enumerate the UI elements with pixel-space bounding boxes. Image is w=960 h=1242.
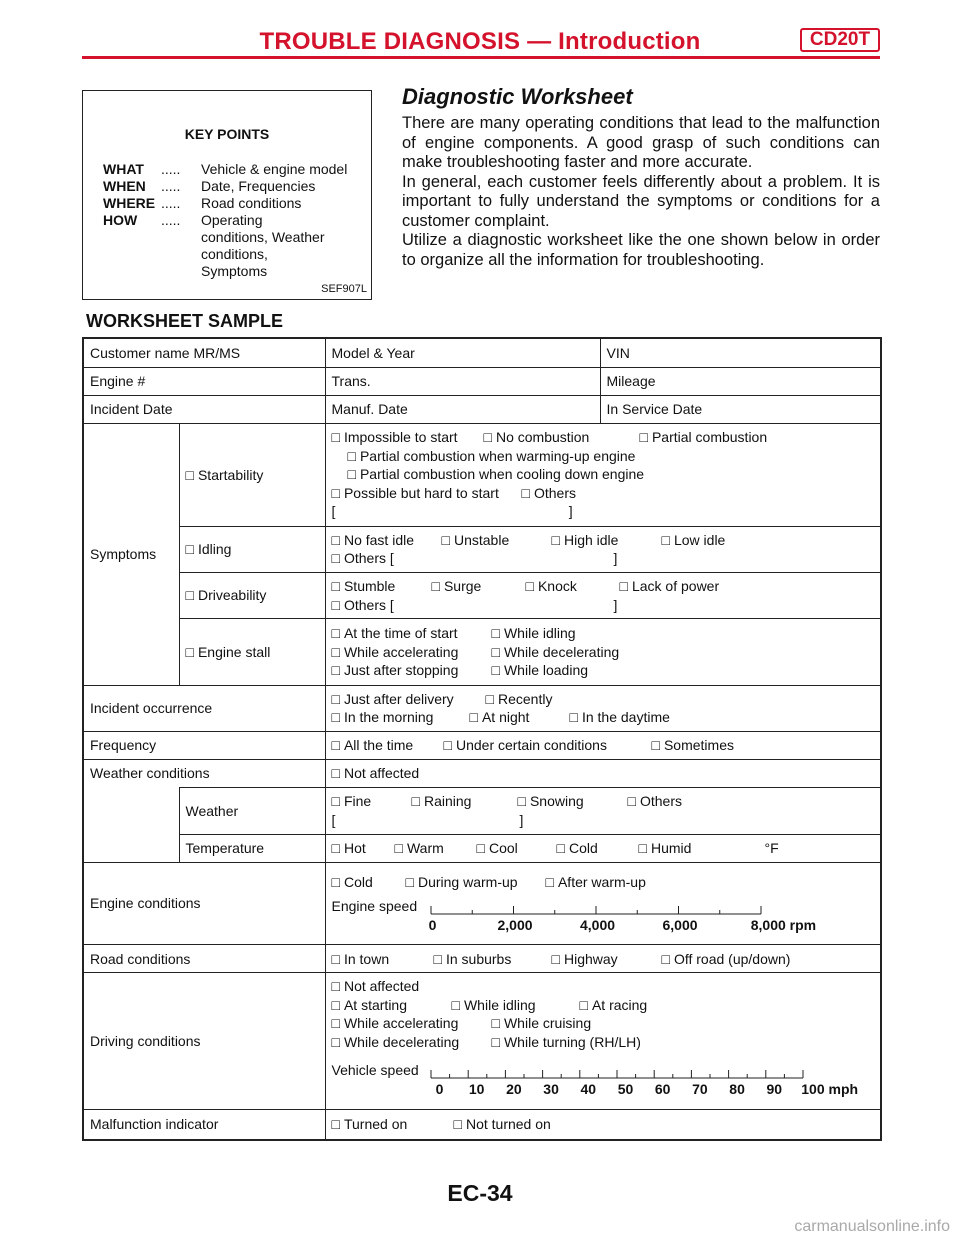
checkbox-option[interactable]: □ At starting: [332, 996, 452, 1015]
worksheet-title: WORKSHEET SAMPLE: [86, 311, 284, 331]
checkbox-option[interactable]: □ Fine: [332, 792, 412, 811]
checkbox-option[interactable]: □ At night: [470, 708, 570, 727]
checkbox-option[interactable]: □ In the daytime: [570, 708, 670, 727]
key-point-dots: .....: [161, 195, 181, 211]
table-row: [83, 424, 881, 527]
ruler-tick-label: 6,000: [662, 916, 698, 933]
checkbox-icon: [186, 587, 198, 603]
checkbox-option[interactable]: □ Partial combustion when cooling down engine: [348, 465, 645, 484]
table-row: [83, 367, 881, 395]
checkbox-option[interactable]: □ Highway: [552, 950, 662, 969]
key-point-dots: .....: [161, 161, 181, 177]
table-row: [83, 395, 881, 423]
checkbox-option[interactable]: □ Warm: [395, 839, 477, 858]
mileage-cell[interactable]: Mileage: [600, 367, 881, 395]
vehicle-speed-scale: [332, 1061, 875, 1080]
checkbox-option[interactable]: □ At the time of start: [332, 624, 492, 643]
checkbox-icon: [186, 541, 198, 557]
checkbox-option[interactable]: □ Unstable: [442, 531, 552, 550]
frequency-label: Frequency: [83, 731, 325, 759]
worksheet-table: [82, 337, 882, 1141]
checkbox-option[interactable]: □ Cool: [477, 839, 557, 858]
weather-conditions-label: Weather conditions: [83, 760, 325, 788]
checkbox-option[interactable]: □ Others: [628, 792, 682, 811]
checkbox-option[interactable]: □ Cold: [557, 839, 639, 858]
watermark: carmanualsonline.info: [794, 1218, 950, 1235]
driving-conditions-label: Driving conditions: [83, 973, 325, 1110]
table-row: [83, 619, 881, 685]
option-line: [332, 624, 875, 643]
option-line: [332, 690, 875, 709]
key-point-row: [103, 212, 363, 280]
table-row: [83, 731, 881, 759]
ruler-tick-label: 20: [506, 1080, 522, 1097]
ruler-tick-label: 4,000: [579, 916, 616, 933]
table-row: [83, 760, 881, 788]
temperature-options: [325, 834, 881, 862]
checkbox-option[interactable]: □ While turning (RH/LH): [492, 1033, 641, 1052]
table-row: [83, 834, 881, 862]
option-line: [332, 950, 875, 969]
checkbox-option[interactable]: □ While idling: [492, 624, 576, 643]
driveability-label[interactable]: □ Driveability: [179, 572, 325, 618]
frequency-options: [325, 731, 881, 759]
table-row: [83, 526, 881, 572]
checkbox-option[interactable]: □ Surge: [432, 577, 526, 596]
startability-options: [325, 424, 881, 527]
checkbox-option[interactable]: □ While idling: [452, 996, 580, 1015]
ruler-tick-label: 80: [729, 1080, 745, 1097]
checkbox-option[interactable]: □ After warm-up: [546, 873, 646, 892]
rpm-ruler-icon: [425, 902, 765, 916]
ruler-tick-label: 2,000: [497, 916, 533, 933]
option-line: [332, 839, 875, 858]
checkbox-option[interactable]: □ Partial combustion: [640, 428, 768, 447]
engine-speed-scale: [332, 897, 875, 916]
ruler-tick-label: 10: [468, 1080, 485, 1097]
driveability-options: [325, 572, 881, 618]
checkbox-option[interactable]: □ Cold: [332, 873, 406, 892]
ruler-tick-label: 50: [617, 1080, 634, 1097]
option-line: [332, 428, 875, 447]
checkbox-option[interactable]: □ No combustion: [484, 428, 640, 447]
option-line: [332, 1014, 875, 1033]
trans-cell[interactable]: Trans.: [325, 367, 600, 395]
engine-code-badge: CD20T: [800, 28, 880, 52]
incident-occurrence-options: [325, 685, 881, 731]
option-line: [332, 1033, 875, 1052]
key-point-key: HOW: [103, 212, 138, 228]
checkbox-option[interactable]: □ Recently: [486, 690, 553, 709]
key-points-list: [103, 161, 363, 280]
page-header-title: TROUBLE DIAGNOSIS — Introduction: [259, 28, 701, 55]
weather-conditions-options: [325, 760, 881, 788]
option-line: [332, 764, 875, 783]
intro-paragraph: There are many operating conditions that lead to the malfunction of engine components. A good grasp of such conditions can make troubleshooting faster and more accurate.: [402, 114, 880, 171]
manuf-date-cell[interactable]: Manuf. Date: [325, 395, 600, 423]
in-service-date-cell[interactable]: In Service Date: [600, 395, 881, 423]
malfunction-indicator-options: [325, 1110, 881, 1140]
ruler-tick-label: 8,000 rpm: [750, 916, 817, 933]
option-line: [332, 996, 875, 1015]
model-year-cell[interactable]: Model & Year: [325, 338, 600, 367]
intro-paragraph: In general, each customer feels differently about a problem. It is important to fully understand the symptoms or conditions for a customer complaint.: [402, 172, 880, 230]
option-line: [332, 811, 875, 830]
checkbox-option[interactable]: □ During warm-up: [406, 873, 546, 892]
key-point-value: Vehicle & engine model: [201, 161, 348, 177]
checkbox-option[interactable]: □ Just after stopping: [332, 661, 492, 680]
checkbox-option[interactable]: □ In the morning: [332, 708, 470, 727]
checkbox-option[interactable]: □ While loading: [492, 661, 589, 680]
driving-conditions-options: [325, 973, 881, 1110]
checkbox-option[interactable]: □ While cruising: [492, 1014, 592, 1033]
checkbox-option[interactable]: □ Just after delivery: [332, 690, 486, 709]
bracket-close: ]: [519, 811, 524, 828]
checkbox-option[interactable]: □ Sometimes: [652, 736, 735, 755]
checkbox-option[interactable]: □ Impossible to start: [332, 428, 484, 447]
engine-stall-label[interactable]: □ Engine stall: [179, 619, 325, 685]
checkbox-option[interactable]: □ Stumble: [332, 577, 432, 596]
checkbox-option[interactable]: □ Raining: [412, 792, 518, 811]
option-line: [332, 465, 875, 484]
road-conditions-label: Road conditions: [83, 945, 325, 973]
checkbox-icon: [186, 644, 198, 660]
checkbox-option[interactable]: □ High idle: [552, 531, 662, 550]
checkbox-icon: [186, 467, 198, 483]
key-point-value: Date, Frequencies: [201, 178, 316, 194]
intro-paragraph: Utilize a diagnostic worksheet like the one shown below in order to organize all the information for troubleshooting.: [402, 231, 880, 269]
engine-stall-options: [325, 619, 881, 685]
bracket-close: ]: [613, 550, 618, 567]
key-points-figure: [82, 90, 372, 300]
key-point-key: WHEN: [103, 178, 146, 194]
temperature-label: Temperature: [179, 834, 325, 862]
mph-scale-labels: [332, 1080, 875, 1098]
key-point-row: [103, 195, 363, 212]
checkbox-option[interactable]: □ Not affected: [332, 977, 420, 996]
key-point-row: [103, 178, 363, 195]
checkbox-option[interactable]: □ Not affected: [332, 764, 420, 783]
checkbox-option[interactable]: □ All the time: [332, 736, 444, 755]
table-row: [83, 862, 881, 945]
checkbox-option[interactable]: □ Knock: [526, 577, 620, 596]
page-number: EC-34: [447, 1180, 513, 1206]
engine-speed-label: Engine speed: [331, 898, 418, 915]
section-title: Diagnostic Worksheet: [402, 84, 633, 109]
checkbox-option[interactable]: □ Under certain conditions: [444, 736, 652, 755]
incident-occurrence-label: Incident occurrence: [83, 685, 325, 731]
option-line: [332, 661, 875, 680]
option-line: [332, 447, 875, 466]
checkbox-option[interactable]: □ Possible but hard to start: [332, 484, 522, 503]
option-line: [332, 549, 875, 568]
table-row: [83, 572, 881, 618]
key-point-dots: .....: [161, 212, 181, 228]
mph-ruler-icon: [427, 1066, 807, 1080]
checkbox-option[interactable]: □ Turned on: [332, 1115, 454, 1134]
checkbox-option[interactable]: □ While accelerating: [332, 1014, 492, 1033]
checkbox-option[interactable]: □ Others [: [332, 549, 614, 568]
malfunction-indicator-label: Malfunction indicator: [83, 1110, 325, 1140]
others-bracket[interactable]: [ ]: [331, 503, 573, 520]
option-line: [332, 484, 875, 503]
key-point-value: Operating conditions, Weather conditions, Symptoms: [201, 212, 325, 279]
temperature-unit: °F: [764, 839, 779, 856]
weather-conditions-spacer: [83, 788, 179, 862]
header-rule: [82, 56, 880, 59]
option-line: [332, 736, 875, 755]
ruler-tick-label: 100 mph: [801, 1080, 859, 1097]
ruler-tick-label: 0: [428, 916, 437, 933]
table-row: [83, 788, 881, 834]
option-line: [332, 577, 875, 596]
checkbox-option[interactable]: □ Humid: [639, 839, 765, 858]
intro-text: [402, 114, 880, 270]
engine-number-cell[interactable]: Engine #: [83, 367, 325, 395]
option-line: [332, 531, 875, 550]
checkbox-option[interactable]: □ Snowing: [518, 792, 628, 811]
option-line: [332, 873, 875, 892]
key-point-row: [103, 161, 363, 178]
checkbox-option[interactable]: □ While accelerating: [332, 643, 492, 662]
ruler-tick-label: 70: [692, 1080, 708, 1097]
engine-conditions-options: [325, 862, 881, 945]
table-row: [83, 973, 881, 1110]
option-line: [332, 596, 875, 615]
table-row: [83, 338, 881, 367]
option-line: [332, 977, 875, 996]
road-conditions-options: [325, 945, 881, 973]
checkbox-option[interactable]: □ Off road (up/down): [662, 950, 791, 969]
option-line: [332, 708, 875, 727]
idling-options: [325, 526, 881, 572]
key-points-title: KEY POINTS: [184, 126, 270, 142]
table-row: [83, 1110, 881, 1140]
ruler-tick-label: 60: [654, 1080, 671, 1097]
vin-cell[interactable]: VIN: [600, 338, 881, 367]
rpm-scale-labels: [332, 916, 875, 934]
checkbox-option[interactable]: □ No fast idle: [332, 531, 442, 550]
key-point-key: WHERE: [103, 195, 156, 211]
key-point-value: Road conditions: [201, 195, 302, 211]
table-row: [83, 945, 881, 973]
checkbox-option[interactable]: □ At racing: [580, 996, 648, 1015]
bracket-open[interactable]: [: [331, 811, 336, 828]
checkbox-option[interactable]: □ In suburbs: [434, 950, 552, 969]
table-row: [83, 685, 881, 731]
ruler-tick-label: 0: [435, 1080, 444, 1097]
weather-options: [325, 788, 881, 834]
checkbox-option[interactable]: □ Lack of power: [620, 577, 720, 596]
engine-conditions-label: Engine conditions: [83, 862, 325, 945]
checkbox-option[interactable]: □ Not turned on: [454, 1115, 551, 1134]
vehicle-speed-label: Vehicle speed: [331, 1062, 419, 1079]
idling-label[interactable]: □ Idling: [179, 526, 325, 572]
key-point-dots: .....: [161, 178, 181, 194]
key-point-key: WHAT: [103, 161, 144, 177]
checkbox-option[interactable]: □ Low idle: [662, 531, 726, 550]
bracket-close: ]: [613, 596, 618, 613]
ruler-tick-label: 30: [543, 1080, 559, 1097]
checkbox-option[interactable]: □ Partial combustion when warming-up engine: [348, 447, 636, 466]
option-line: [332, 792, 875, 811]
startability-label[interactable]: □ Startability: [179, 424, 325, 527]
checkbox-option[interactable]: □ While decelerating: [332, 1033, 492, 1052]
weather-label: Weather: [179, 788, 325, 834]
customer-name-cell[interactable]: Customer name MR/MS: [83, 338, 325, 367]
option-line: [332, 1115, 875, 1134]
checkbox-option[interactable]: □ Others: [522, 484, 576, 503]
ruler-tick-label: 40: [580, 1080, 597, 1097]
option-line: [332, 643, 875, 662]
incident-date-cell[interactable]: Incident Date: [83, 395, 325, 423]
ruler-tick-label: 90: [766, 1080, 783, 1097]
checkbox-option[interactable]: □ In town: [332, 950, 434, 969]
symptoms-label: Symptoms: [83, 424, 179, 686]
checkbox-option[interactable]: □ Hot: [332, 839, 395, 858]
figure-code: SEF907L: [321, 283, 367, 295]
checkbox-option[interactable]: □ Others [: [332, 596, 614, 615]
checkbox-option[interactable]: □ While decelerating: [492, 643, 620, 662]
